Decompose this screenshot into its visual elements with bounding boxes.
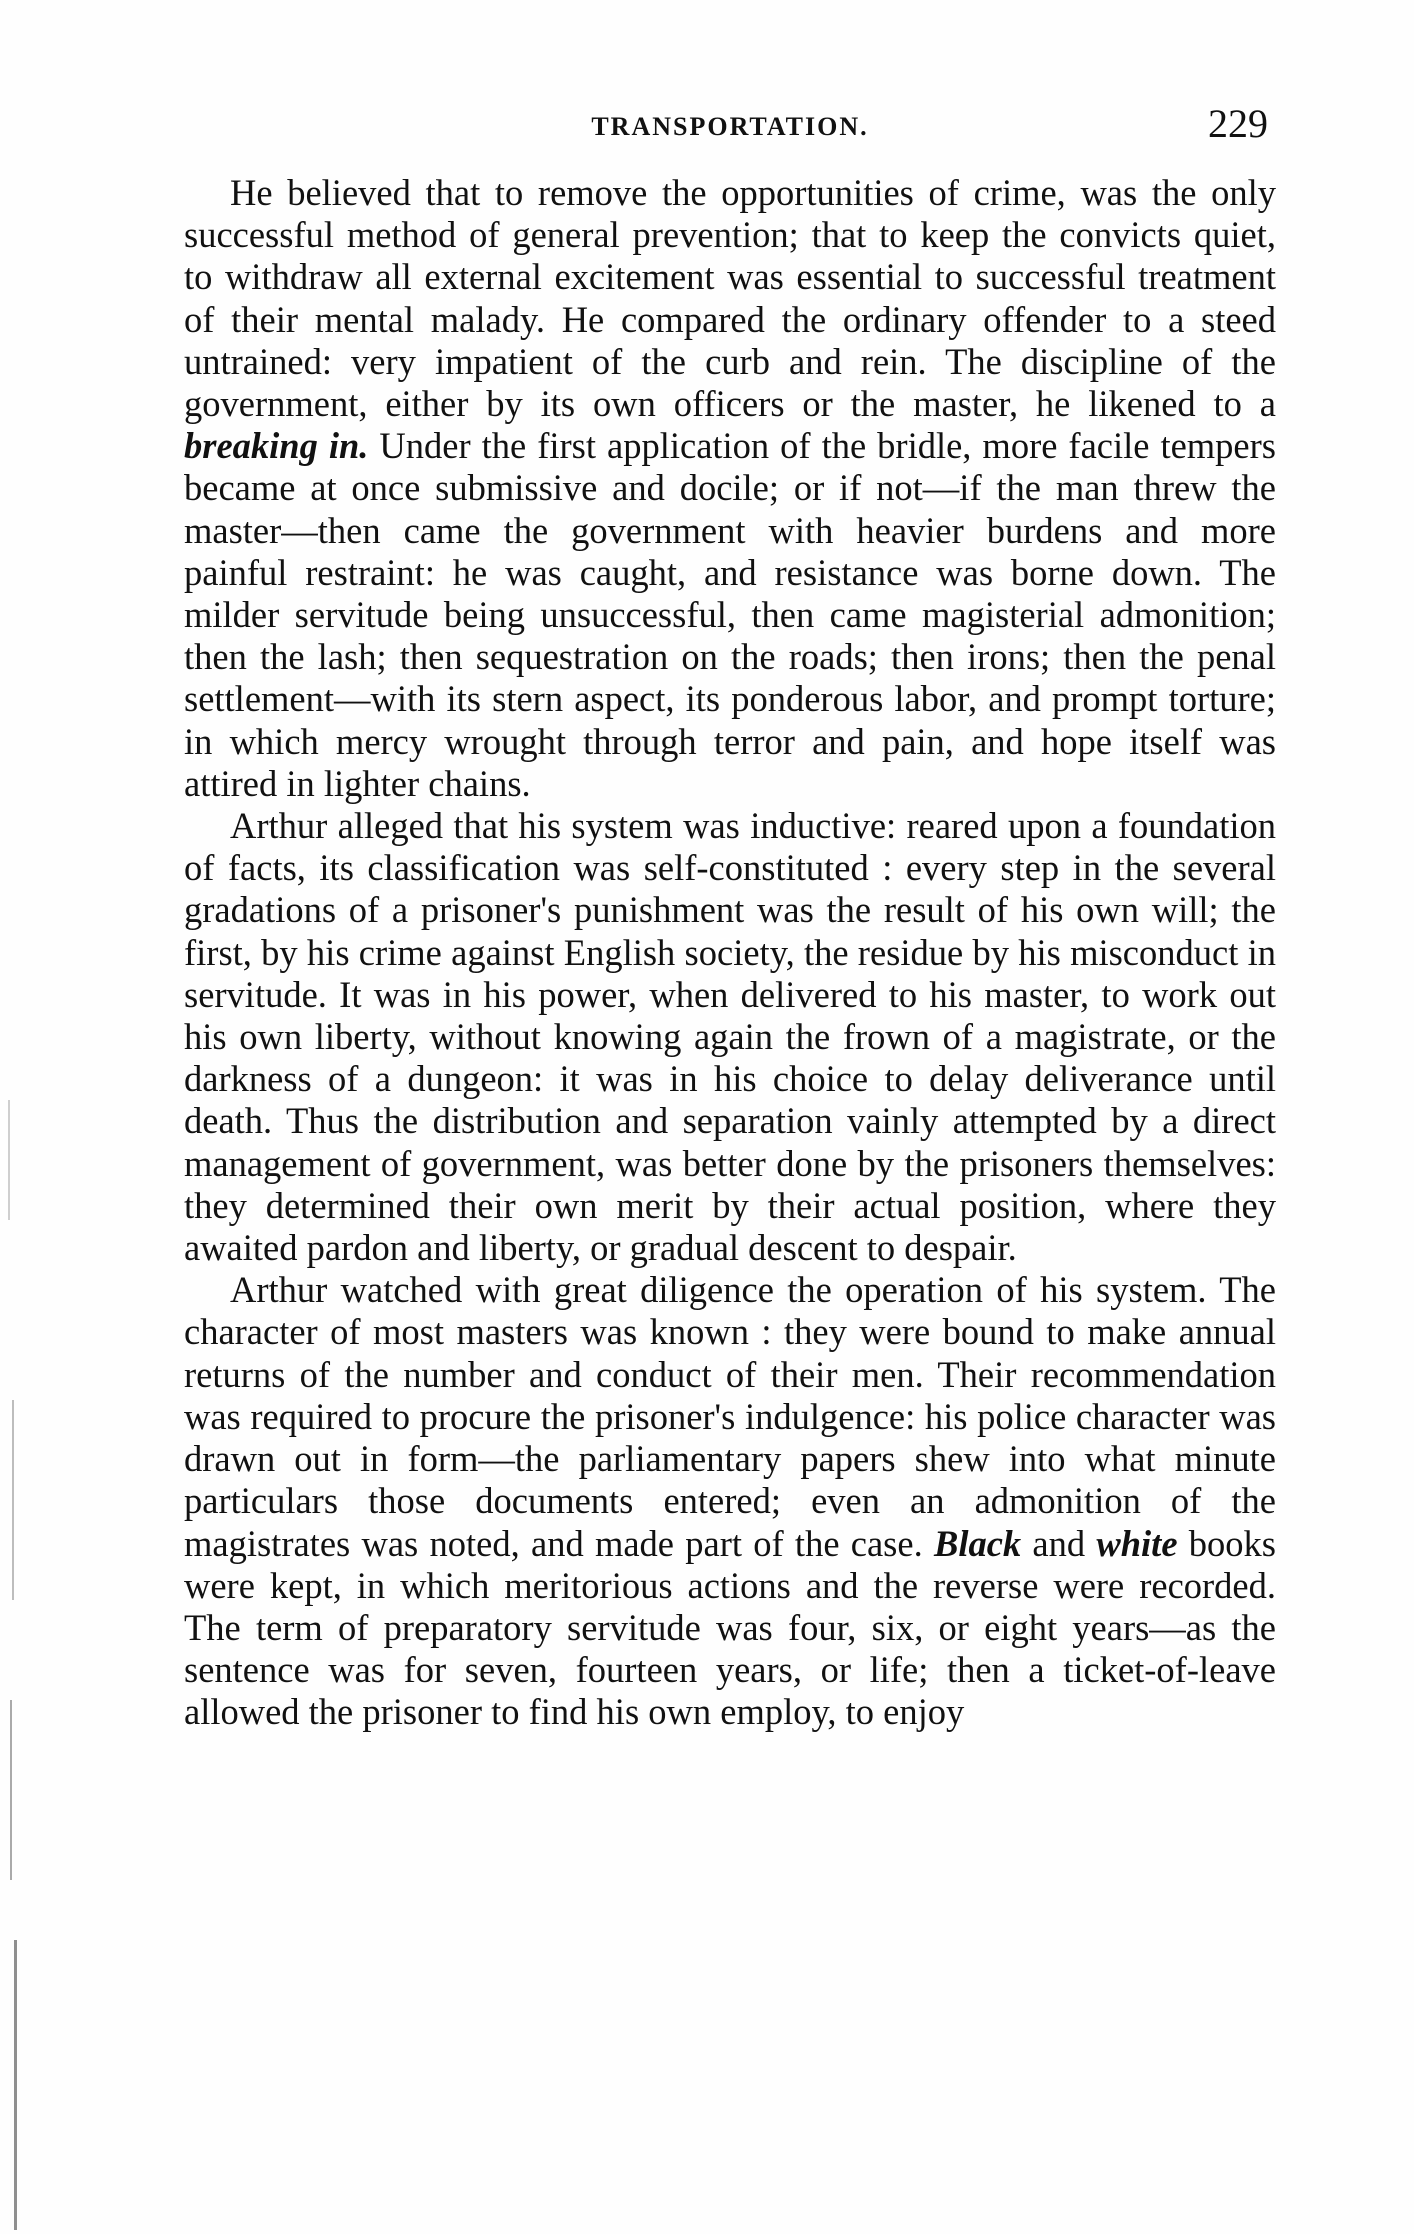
body-text: [184, 172, 1276, 1734]
scan-edge-artifact: [0, 1100, 30, 2234]
italic-word: white: [1096, 1522, 1178, 1564]
running-title: TRANSPORTATION.: [591, 112, 869, 141]
paragraph-2: Arthur alleged that his system was inductive: reared upon a foundation of facts, its classification was self-constituted : every step in the several gradations of a prisoner's punishment was the result of his own will; the first, by his crime against English society, the residue by his misconduct in servitude. It was in his power, when delivered to his master, to work out his own liberty, without knowing again the frown of a magistrate, or the darkness of a dungeon: it was in his choice to delay deliverance until death. Thus the distribution and separation vainly attempted by a direct management of government, was better done by the prisoners themselves: they determined their own merit by their actual position, where they awaited pardon and liberty, or gradual descent to despair.: [184, 805, 1276, 1269]
page-number: 229: [1208, 101, 1268, 146]
italic-phrase: breaking in.: [184, 425, 369, 467]
italic-word: Black: [933, 1522, 1022, 1564]
page-header: [184, 100, 1276, 150]
paragraph-1: He believed that to remove the opportunities of crime, was the only successful method of general prevention; that to keep the convicts quiet, to withdraw all external excitement was essential to successful treatment of their mental malady. He compared the ordinary offender to a steed untrained: very impatient of the curb and rein. The discipline of the government, either by its own officers or the master, he likened to a breaking in. Under the first application of the bridle, more facile tempers became at once submissive and docile; or if not—if the man threw the master—then came the government with heavier burdens and more painful restraint: he was caught, and resistance was borne down. The milder servitude being unsuccessful, then came magisterial admonition; then the lash; then sequestration on the roads; then irons; then the penal settlement—with its stern aspect, its ponderous labor, and prompt torture; in which mercy wrought through terror and pain, and hope itself was attired in lighter chains.: [184, 172, 1276, 804]
paragraph-3: Arthur watched with great diligence the operation of his system. The character of most masters was known : they were bound to make annual returns of the number and conduct of their men. Their recommendation was required to procure the prisoner's indulgence: his police character was drawn out in form—the parliamentary papers shew into what minute particulars those documents entered; even an admonition of the magistrates was noted, and made part of the case. Black and white books were kept, in which meritorious actions and the reverse were recorded. The term of preparatory servitude was four, six, or eight years—as the sentence was for seven, fourteen years, or life; then a ticket-of-leave allowed the prisoner to find his own employ, to enjoy: [184, 1269, 1276, 1733]
